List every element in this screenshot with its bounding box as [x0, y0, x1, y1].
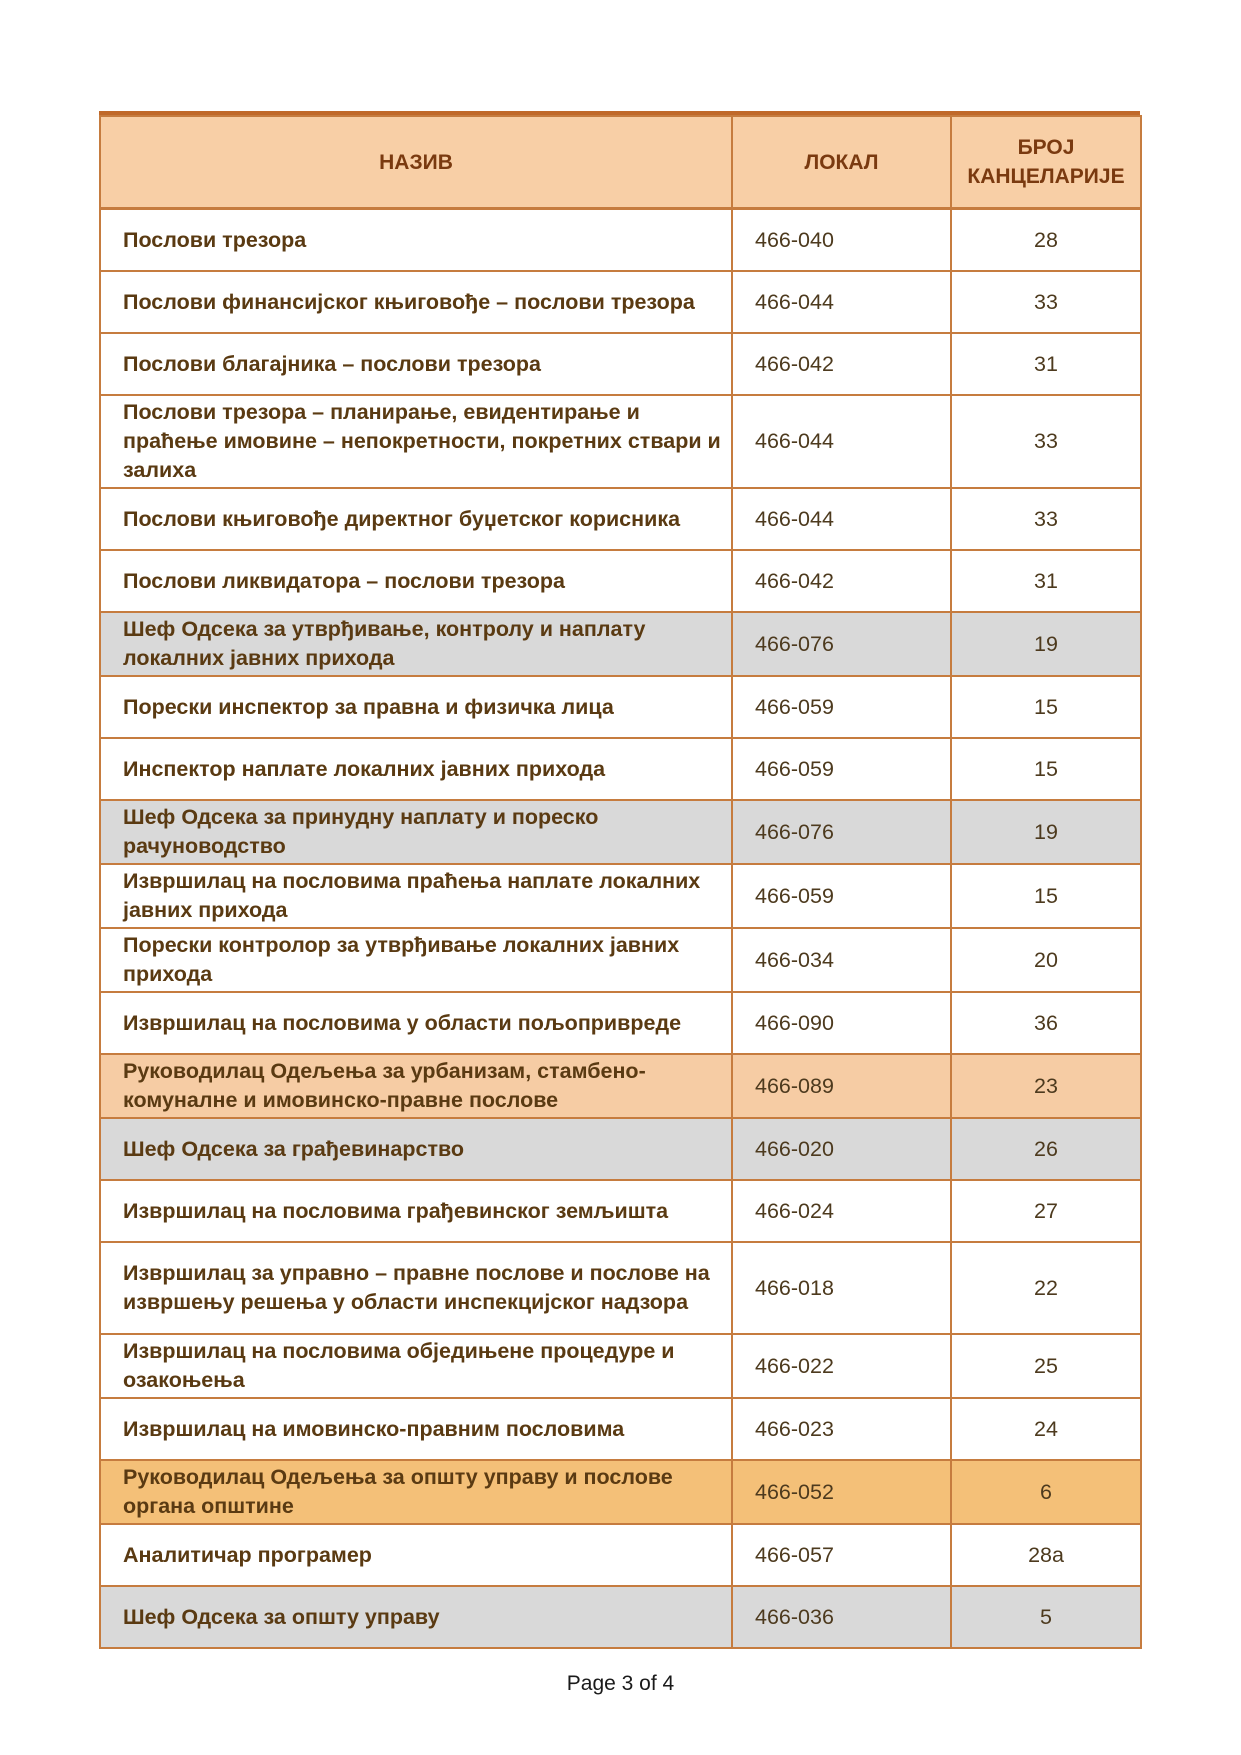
cell-name: Извршилац на пословима обједињене процедуре и озакоњења [100, 1334, 732, 1398]
header-extension: ЛОКАЛ [732, 116, 951, 209]
cell-extension: 466-076 [732, 612, 951, 676]
cell-room: 22 [951, 1242, 1141, 1334]
table-row [100, 550, 1141, 612]
cell-name: Порески инспектор за правна и физичка лица [100, 676, 732, 738]
cell-name: Шеф Одсека за општу управу [100, 1586, 732, 1648]
table-row [100, 1242, 1141, 1334]
cell-name: Шеф Одсека за грађевинарство [100, 1118, 732, 1180]
header-name: НАЗИВ [100, 116, 732, 209]
cell-name: Порески контролор за утврђивање локалних јавних прихода [100, 928, 732, 992]
table-body [100, 209, 1141, 1649]
cell-name: Послови ликвидатора – послови трезора [100, 550, 732, 612]
cell-name: Послови трезора [100, 209, 732, 272]
cell-extension: 466-059 [732, 864, 951, 928]
table-row [100, 395, 1141, 488]
cell-extension: 466-089 [732, 1054, 951, 1118]
table-row [100, 800, 1141, 864]
table-row [100, 1180, 1141, 1242]
cell-extension: 466-024 [732, 1180, 951, 1242]
table-row [100, 1460, 1141, 1524]
cell-extension: 466-059 [732, 738, 951, 800]
header-room [951, 116, 1141, 209]
table-header-row [100, 116, 1141, 209]
cell-room: 15 [951, 864, 1141, 928]
cell-room: 19 [951, 800, 1141, 864]
cell-room: 5 [951, 1586, 1141, 1648]
cell-name: Извршилац на пословима праћења наплате локалних јавних прихода [100, 864, 732, 928]
table-row [100, 738, 1141, 800]
cell-room: 31 [951, 333, 1141, 395]
cell-name: Аналитичар програмер [100, 1524, 732, 1586]
cell-room: 33 [951, 271, 1141, 333]
cell-room: 19 [951, 612, 1141, 676]
phone-directory-table [99, 115, 1142, 1649]
cell-name: Послови финансијског књиговође – послови трезора [100, 271, 732, 333]
cell-room: 6 [951, 1460, 1141, 1524]
cell-name: Послови књиговође директног буџетског корисника [100, 488, 732, 550]
page-footer: Page 3 of 4 [566, 1672, 675, 1695]
table-row [100, 1586, 1141, 1648]
cell-name: Шеф Одсека за принудну наплату и пореско рачуноводство [100, 800, 732, 864]
cell-name: Извршилац на имовинско-правним пословима [100, 1398, 732, 1460]
cell-extension: 466-036 [732, 1586, 951, 1648]
cell-extension: 466-034 [732, 928, 951, 992]
cell-extension: 466-057 [732, 1524, 951, 1586]
cell-extension: 466-044 [732, 395, 951, 488]
cell-room: 31 [951, 550, 1141, 612]
table-row [100, 928, 1141, 992]
cell-room: 23 [951, 1054, 1141, 1118]
cell-extension: 466-018 [732, 1242, 951, 1334]
cell-room: 15 [951, 738, 1141, 800]
cell-extension: 466-023 [732, 1398, 951, 1460]
table-row [100, 612, 1141, 676]
cell-extension: 466-052 [732, 1460, 951, 1524]
table-row [100, 676, 1141, 738]
header-room-line2: КАНЦЕЛАРИЈЕ [967, 165, 1125, 188]
cell-name: Шеф Одсека за утврђивање, контролу и наплату локалних јавних прихода [100, 612, 732, 676]
cell-extension: 466-040 [732, 209, 951, 272]
cell-room: 36 [951, 992, 1141, 1054]
cell-extension: 466-044 [732, 488, 951, 550]
cell-extension: 466-042 [732, 550, 951, 612]
header-room-line1: БРОЈ [1017, 136, 1075, 159]
cell-extension: 466-044 [732, 271, 951, 333]
cell-room: 15 [951, 676, 1141, 738]
table-row [100, 488, 1141, 550]
cell-extension: 466-059 [732, 676, 951, 738]
cell-extension: 466-090 [732, 992, 951, 1054]
table-row [100, 992, 1141, 1054]
cell-room: 33 [951, 488, 1141, 550]
cell-room: 28 [951, 209, 1141, 272]
cell-room: 24 [951, 1398, 1141, 1460]
table-row [100, 1118, 1141, 1180]
table-row [100, 209, 1141, 272]
cell-extension: 466-076 [732, 800, 951, 864]
cell-extension: 466-020 [732, 1118, 951, 1180]
cell-extension: 466-042 [732, 333, 951, 395]
table-row [100, 1524, 1141, 1586]
cell-name: Послови благајника – послови трезора [100, 333, 732, 395]
cell-name: Извршилац на пословима грађевинског земљишта [100, 1180, 732, 1242]
cell-name: Извршилац на пословима у области пољопривреде [100, 992, 732, 1054]
table-row [100, 864, 1141, 928]
table-row [100, 333, 1141, 395]
cell-room: 33 [951, 395, 1141, 488]
cell-room: 27 [951, 1180, 1141, 1242]
cell-room: 26 [951, 1118, 1141, 1180]
table-row [100, 1054, 1141, 1118]
table-row [100, 1398, 1141, 1460]
cell-extension: 466-022 [732, 1334, 951, 1398]
table-row [100, 1334, 1141, 1398]
cell-name: Послови трезора – планирање, евидентирање и праћење имовине – непокретности, покретних ствари и залиха [100, 395, 732, 488]
cell-name: Руководилац Одељења за урбанизам, стамбено-комуналне и имовинско-правне послове [100, 1054, 732, 1118]
cell-room: 28а [951, 1524, 1141, 1586]
cell-room: 25 [951, 1334, 1141, 1398]
cell-name: Руководилац Одељења за општу управу и послове органа општине [100, 1460, 732, 1524]
cell-name: Инспектор наплате локалних јавних прихода [100, 738, 732, 800]
cell-room: 20 [951, 928, 1141, 992]
table-row [100, 271, 1141, 333]
cell-name: Извршилац за управно – правне послове и послове на извршењу решења у области инспекцијског надзора [100, 1242, 732, 1334]
